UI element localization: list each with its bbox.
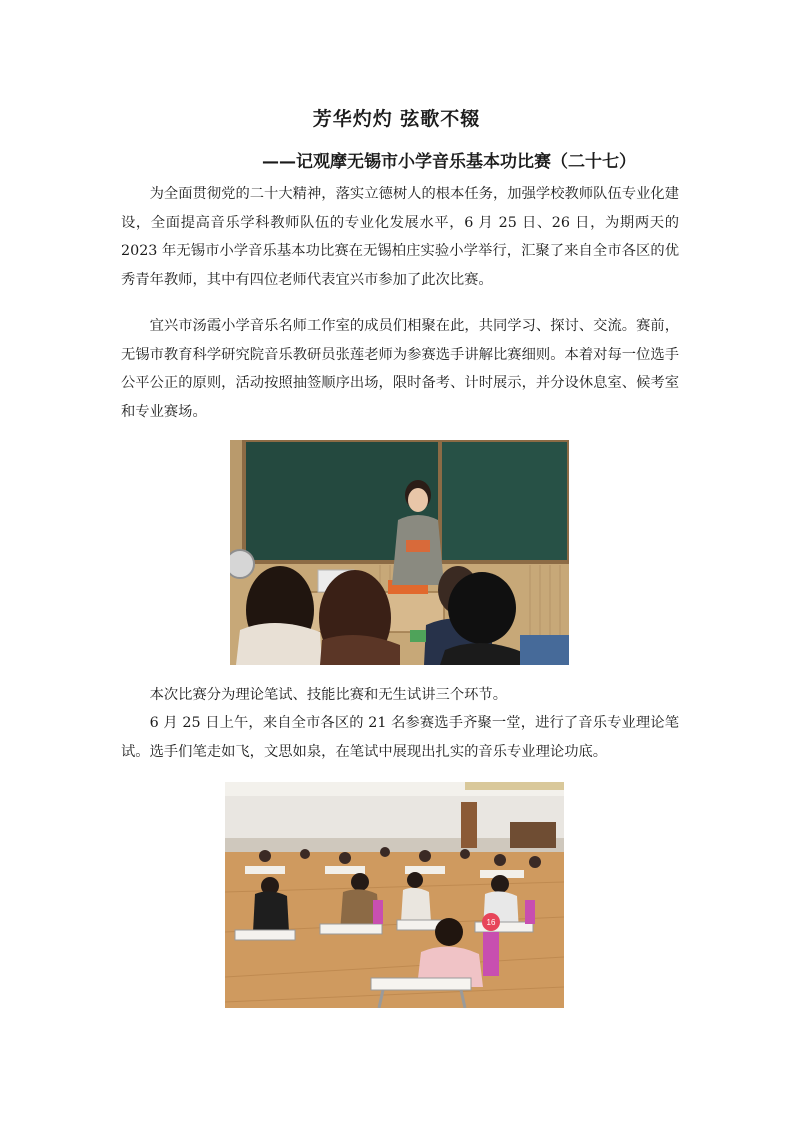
paragraph-stages: 本次比赛分为理论笔试、技能比赛和无生试讲三个环节。 bbox=[149, 687, 508, 703]
photo-teacher-briefing bbox=[230, 440, 569, 665]
paragraph-intro: 为全面贯彻党的二十大精神，落实立德树人的根本任务，加强学校教师队伍专业化建设，全面提高音乐学科教师队伍的专业化发展水平，6 月 25 日、26 日，为期两天的 2023 年无锡市小学音乐基本功比赛在无锡柏庄实验小学举行，汇聚了来自全市各区的优秀青年教师，其中有四位老师代表宜兴市参加了此次比赛。 bbox=[121, 186, 679, 288]
paragraph-studio: 宜兴市汤霞小学音乐名师工作室的成员们相聚在此，共同学习、探讨、交流。赛前，无锡市教育科学研究院音乐教研员张莲老师为参赛选手讲解比赛细则。本着对每一位选手公平公正的原则，活动按照抽签顺序出场，限时备考、计时展示，并分设休息室、候考室和专业赛场。 bbox=[121, 318, 679, 420]
article-title: 芳华灼灼 弦歌不辍 bbox=[312, 108, 481, 130]
photo-written-exam bbox=[225, 782, 564, 1008]
seat-number-label: 16 bbox=[486, 918, 496, 927]
article-subtitle: ——记观摩无锡市小学音乐基本功比赛（二十七） bbox=[262, 152, 636, 172]
paragraph-written-test: 6 月 25 日上午，来自全市各区的 21 名参赛选手齐聚一堂，进行了音乐专业理论笔试。选手们笔走如飞，文思如泉，在笔试中展现出扎实的音乐专业理论功底。 bbox=[121, 715, 679, 760]
